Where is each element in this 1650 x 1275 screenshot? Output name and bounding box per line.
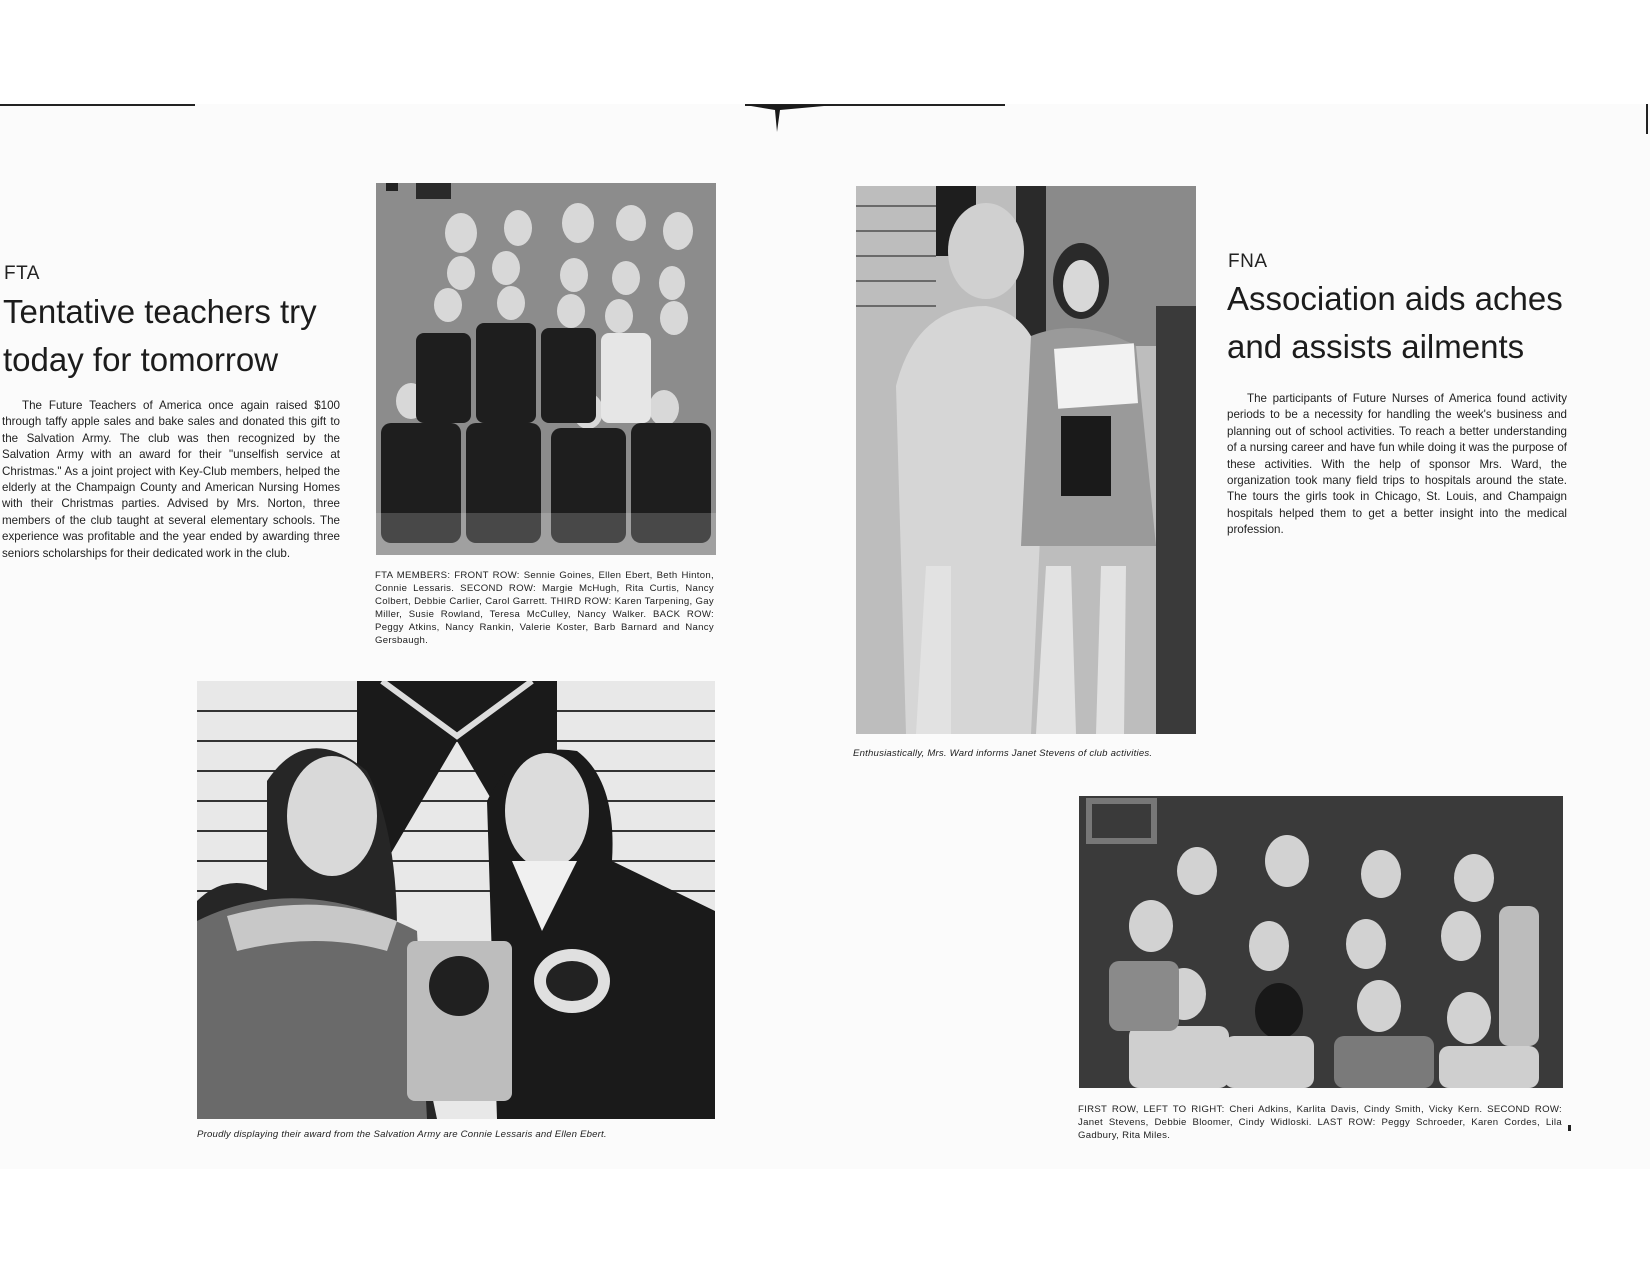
fta-group-photo — [376, 183, 716, 555]
fta-group-caption: FTA MEMBERS: FRONT ROW: Sennie Goines, Ellen Ebert, Beth Hinton, Connie Lessaris. SECOND ROW: Margie McHugh, Rita Curtis, Nancy Colbert, Debbie Carlier, Carol Garrett. THIRD ROW: Karen Tarpening, Gay Miller, Susie Rowland, Teresa McCulley, Nancy Walker. BACK ROW: Peggy Atkins, Nancy Rankin, Valerie Koster, Barb Barnard and Nancy Gersbaugh. — [375, 570, 714, 646]
fna-sponsor-photo-image — [856, 186, 1196, 734]
fta-award-photo — [197, 681, 715, 1119]
fna-group-caption: FIRST ROW, LEFT TO RIGHT: Cheri Adkins, Karlita Davis, Cindy Smith, Vicky Kern. SECOND ROW: Janet Stevens, Debbie Bloomer, Cindy Widloski. LAST ROW: Peggy Schroeder, Karen Cordes, Lila Gadbury, Rita Miles. — [1078, 1104, 1562, 1141]
fna-sponsor-caption-wrap — [853, 748, 1203, 759]
fna-body-text: The participants of Future Nurses of America found activity periods to be a necessity for handling the week's business and planning out of school activities. To reach a better understanding of a nursing career and have fun while doing it was the purpose of these activities. With the help of sponsor Mrs. Ward, the organization took many field trips to hospitals around the state. The tours the girls took in Chicago, St. Louis, and Champaign hospitals helped them to get a better insight into the medical profession. — [1227, 392, 1567, 537]
binding-fold-mark — [745, 100, 835, 135]
fna-headline-line1: Association aids aches — [1227, 280, 1563, 317]
fna-headline — [1227, 275, 1627, 371]
fna-sponsor-photo — [856, 186, 1196, 734]
fta-section-label: FTA — [4, 263, 40, 284]
fna-group-caption-wrap — [1078, 1103, 1562, 1142]
fna-headline-line2: and assists ailments — [1227, 328, 1525, 365]
fta-body-text: The Future Teachers of America once again raised $100 through taffy apple sales and bake sales and donated this gift to the Salvation Army. The club was then recognized by the Salvation Army with an award for their "unselfish service at Christmas." As a joint project with Key-Club members, helped the elderly at the Champaign County and American Nursing Homes with their Christmas parties. Advised by Mrs. Norton, three members of the club taught at several elementary schools. The experience was profitable and the year ended by awarding three seniors scholarships for their dedicated work in the club. — [2, 399, 340, 560]
fta-headline-line1: Tentative teachers try — [3, 293, 317, 330]
scan-edge-right — [1646, 104, 1648, 134]
fta-award-caption: Proudly displaying their award from the Salvation Army are Connie Lessaris and Ellen Ebert. — [197, 1129, 607, 1140]
fna-group-photo — [1079, 796, 1563, 1088]
fta-group-photo-image — [376, 183, 716, 555]
scan-edge-left — [0, 104, 195, 106]
fta-headline-line2: today for tomorrow — [3, 341, 279, 378]
fna-sponsor-caption: Enthusiastically, Mrs. Ward informs Janet Stevens of club activities. — [853, 748, 1153, 759]
fta-headline — [3, 288, 363, 384]
scan-speck — [1568, 1125, 1571, 1131]
fta-group-caption-wrap — [375, 569, 714, 647]
fna-group-photo-image — [1079, 796, 1563, 1088]
fta-award-caption-wrap — [197, 1129, 717, 1140]
fta-award-photo-image — [197, 681, 715, 1119]
fna-section-label: FNA — [1228, 251, 1268, 272]
